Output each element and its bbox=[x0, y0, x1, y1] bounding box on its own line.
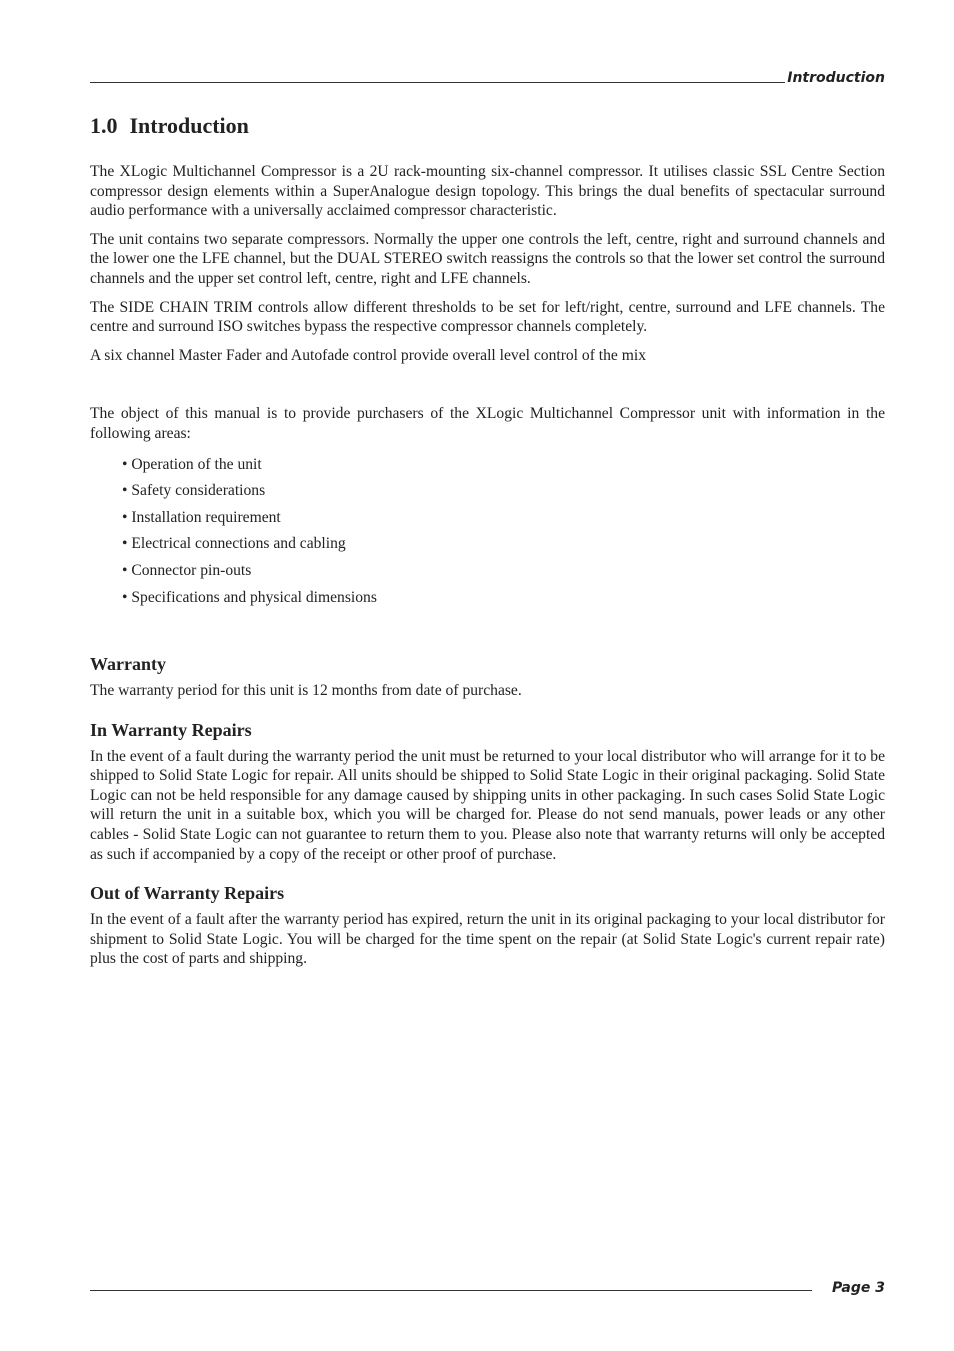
manual-areas-list bbox=[122, 455, 885, 608]
in-warranty-paragraph: In the event of a fault during the warranty period the unit must be returned to your local distributor who will arrange for it to be shipped to Solid State Logic for repair. All units should be shipped to Solid State Logic in their original packaging. Solid State Logic can not be held responsible for any damage caused by shipping units in other packaging. In such cases Solid State Logic will return the unit in a suitable box, which you will be charged for. Please do not send manuals, power leads or any other cables - Solid State Logic can not guarantee to return them to you. Please also note that warranty returns will only be accepted as such if accompanied by a copy of the receipt or other proof of purchase. bbox=[90, 747, 885, 863]
page-content bbox=[90, 112, 885, 978]
list-item: • Connector pin-outs bbox=[122, 561, 252, 579]
list-item: • Electrical connections and cabling bbox=[122, 535, 346, 553]
warranty-paragraph: The warranty period for this unit is 12 months from date of purchase. bbox=[90, 682, 522, 700]
intro-paragraph: The unit contains two separate compressors. Normally the upper one controls the left, centre, right and surround channels and the lower one the LFE channel, but the DUAL STEREO switch reassigns the controls so that the lower set control the surround channels and the upper set control left, centre, right and LFE channels. bbox=[90, 230, 885, 287]
manual-object-paragraph: The object of this manual is to provide purchasers of the XLogic Multichannel Compressor unit with information in the following areas: bbox=[90, 405, 885, 442]
warranty-heading: Warranty bbox=[90, 654, 166, 675]
header-section-label: Introduction bbox=[787, 70, 885, 86]
intro-paragraph: The XLogic Multichannel Compressor is a 2U rack-mounting six-channel compressor. It utilises classic SSL Centre Section compressor design elements within a SuperAnalogue design topology. This brings the dual benefits of spectacular surround audio performance with a universally acclaimed compressor characteristic. bbox=[90, 163, 885, 220]
page-title bbox=[90, 112, 885, 140]
list-item: • Installation requirement bbox=[122, 508, 281, 526]
intro-paragraph: The SIDE CHAIN TRIM controls allow different thresholds to be set for left/right, centre, surround and LFE channels. The centre and surround ISO switches bypass the respective compressor channels completely. bbox=[90, 298, 885, 336]
header-rule bbox=[90, 82, 785, 83]
section-number: 1.0 bbox=[90, 113, 118, 138]
page-number: Page 3 bbox=[832, 1280, 885, 1296]
intro-paragraph: A six channel Master Fader and Autofade control provide overall level control of the mix bbox=[90, 346, 647, 364]
out-warranty-paragraph: In the event of a fault after the warranty period has expired, return the unit in its original packaging to your local distributor for shipment to Solid State Logic. You will be charged for the time spent on the repair (at Solid State Logic's current repair rate) plus the cost of parts and shipping. bbox=[90, 911, 885, 968]
spacer bbox=[90, 374, 885, 404]
out-warranty-heading: Out of Warranty Repairs bbox=[90, 883, 285, 904]
list-item: • Specifications and physical dimensions bbox=[122, 588, 377, 606]
footer-rule bbox=[90, 1290, 812, 1291]
section-title: Introduction bbox=[129, 113, 249, 138]
list-item: • Safety considerations bbox=[122, 482, 266, 500]
in-warranty-heading: In Warranty Repairs bbox=[90, 719, 252, 740]
list-item: • Operation of the unit bbox=[122, 455, 262, 473]
